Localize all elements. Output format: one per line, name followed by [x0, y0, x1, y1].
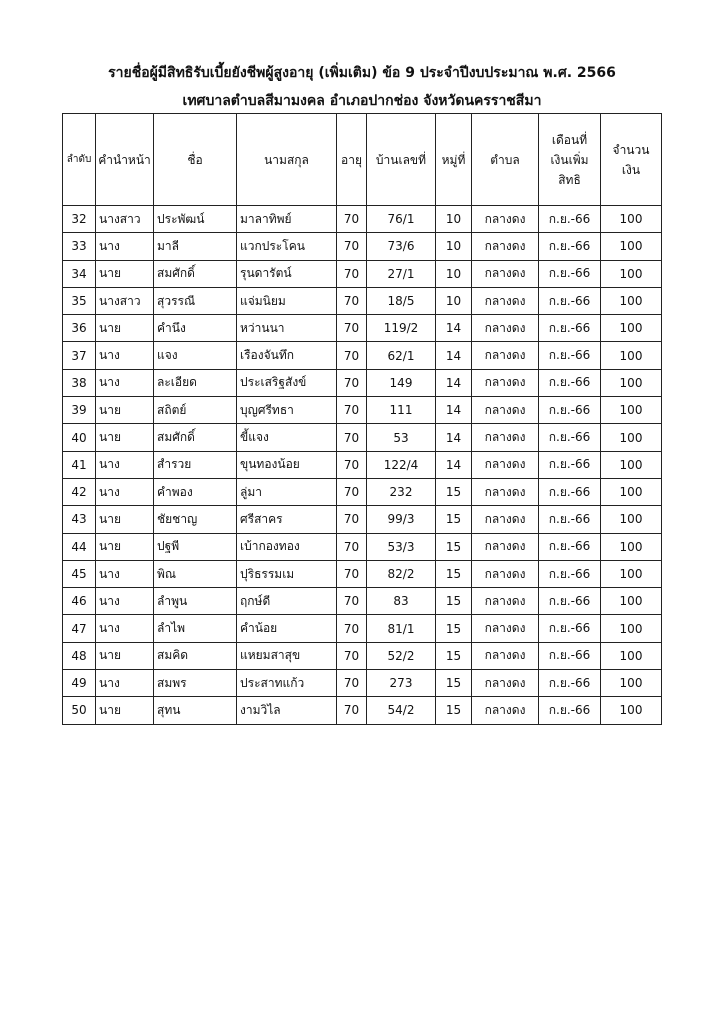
table-row: [63, 533, 662, 560]
cell-prefix: นาง: [96, 588, 154, 615]
cell-order: 46: [63, 588, 96, 615]
cell-month: ก.ย.-66: [539, 369, 601, 396]
cell-village: 10: [436, 206, 472, 233]
cell-amount: 100: [601, 588, 662, 615]
table-row: [63, 397, 662, 424]
cell-age: 70: [337, 315, 367, 342]
cell-first-name: ปฐพี: [154, 533, 237, 560]
cell-amount: 100: [601, 642, 662, 669]
cell-amount: 100: [601, 260, 662, 287]
header-month: [539, 114, 601, 206]
cell-prefix: นาง: [96, 233, 154, 260]
cell-last-name: คำน้อย: [237, 615, 337, 642]
cell-order: 33: [63, 233, 96, 260]
cell-last-name: แหยมสาสุข: [237, 642, 337, 669]
cell-house-no: 82/2: [367, 560, 436, 587]
cell-order: 42: [63, 478, 96, 505]
cell-order: 45: [63, 560, 96, 587]
cell-amount: 100: [601, 315, 662, 342]
table-row: [63, 478, 662, 505]
cell-village: 15: [436, 560, 472, 587]
cell-last-name: งามวิไล: [237, 697, 337, 724]
cell-amount: 100: [601, 451, 662, 478]
cell-age: 70: [337, 560, 367, 587]
header-order: ลำดับ: [63, 114, 96, 206]
header-amount: [601, 114, 662, 206]
cell-prefix: นางสาว: [96, 287, 154, 314]
cell-village: 15: [436, 670, 472, 697]
cell-prefix: นาง: [96, 369, 154, 396]
cell-amount: 100: [601, 233, 662, 260]
header-last-name: นามสกุล: [237, 114, 337, 206]
cell-month: ก.ย.-66: [539, 670, 601, 697]
cell-village: 15: [436, 533, 472, 560]
cell-age: 70: [337, 369, 367, 396]
cell-village: 15: [436, 588, 472, 615]
cell-prefix: นาง: [96, 560, 154, 587]
cell-order: 39: [63, 397, 96, 424]
cell-prefix: นาย: [96, 697, 154, 724]
cell-amount: 100: [601, 533, 662, 560]
document-title: รายชื่อผู้มีสิทธิรับเบี้ยยังชีพผู้สูงอายุ (เพิ่มเติม) ข้อ 9 ประจำปีงบประมาณ พ.ศ. 2566: [108, 65, 616, 81]
table-row: [63, 287, 662, 314]
cell-subdistrict: กลางดง: [472, 397, 539, 424]
document-subtitle: เทศบาลตำบลสีมามงคล อำเภอปากช่อง จังหวัดนครราชสีมา: [182, 93, 542, 109]
cell-first-name: สมศักดิ์: [154, 424, 237, 451]
cell-house-no: 83: [367, 588, 436, 615]
cell-village: 15: [436, 642, 472, 669]
cell-month: ก.ย.-66: [539, 424, 601, 451]
cell-month: ก.ย.-66: [539, 478, 601, 505]
beneficiary-table: [62, 113, 662, 725]
cell-subdistrict: กลางดง: [472, 315, 539, 342]
cell-village: 15: [436, 697, 472, 724]
cell-age: 70: [337, 397, 367, 424]
cell-last-name: ปุริธรรมเม: [237, 560, 337, 587]
cell-month: ก.ย.-66: [539, 206, 601, 233]
cell-order: 44: [63, 533, 96, 560]
table-row: [63, 315, 662, 342]
cell-month: ก.ย.-66: [539, 642, 601, 669]
cell-age: 70: [337, 670, 367, 697]
cell-first-name: สำรวย: [154, 451, 237, 478]
cell-village: 10: [436, 233, 472, 260]
cell-village: 14: [436, 397, 472, 424]
cell-house-no: 53: [367, 424, 436, 451]
cell-first-name: พิณ: [154, 560, 237, 587]
cell-month: ก.ย.-66: [539, 233, 601, 260]
cell-village: 14: [436, 315, 472, 342]
cell-subdistrict: กลางดง: [472, 560, 539, 587]
cell-house-no: 53/3: [367, 533, 436, 560]
cell-last-name: ลู่มา: [237, 478, 337, 505]
table-row: [63, 206, 662, 233]
cell-prefix: นาง: [96, 670, 154, 697]
header-village: หมู่ที่: [436, 114, 472, 206]
table-body: [63, 206, 662, 725]
cell-age: 70: [337, 697, 367, 724]
cell-last-name: มาลาทิพย์: [237, 206, 337, 233]
header-amount-line1: จำนวน: [612, 142, 650, 157]
cell-month: ก.ย.-66: [539, 260, 601, 287]
cell-prefix: นาง: [96, 478, 154, 505]
cell-prefix: นาย: [96, 424, 154, 451]
cell-order: 43: [63, 506, 96, 533]
cell-amount: 100: [601, 560, 662, 587]
cell-last-name: รุนดารัตน์: [237, 260, 337, 287]
cell-village: 15: [436, 478, 472, 505]
cell-subdistrict: กลางดง: [472, 233, 539, 260]
cell-amount: 100: [601, 670, 662, 697]
cell-amount: 100: [601, 478, 662, 505]
header-amount-line2: เงิน: [621, 162, 641, 177]
cell-house-no: 18/5: [367, 287, 436, 314]
cell-age: 70: [337, 588, 367, 615]
header-month-line1: เดือนที่: [551, 132, 588, 147]
cell-subdistrict: กลางดง: [472, 369, 539, 396]
table-row: [63, 642, 662, 669]
cell-prefix: นาย: [96, 315, 154, 342]
cell-first-name: สุทน: [154, 697, 237, 724]
cell-month: ก.ย.-66: [539, 533, 601, 560]
cell-house-no: 99/3: [367, 506, 436, 533]
cell-prefix: นางสาว: [96, 206, 154, 233]
cell-order: 47: [63, 615, 96, 642]
cell-subdistrict: กลางดง: [472, 533, 539, 560]
cell-house-no: 27/1: [367, 260, 436, 287]
cell-first-name: สมพร: [154, 670, 237, 697]
cell-first-name: ละเอียด: [154, 369, 237, 396]
cell-house-no: 76/1: [367, 206, 436, 233]
cell-amount: 100: [601, 424, 662, 451]
cell-house-no: 52/2: [367, 642, 436, 669]
cell-subdistrict: กลางดง: [472, 642, 539, 669]
cell-first-name: สมศักดิ์: [154, 260, 237, 287]
cell-house-no: 122/4: [367, 451, 436, 478]
cell-last-name: ฤกษ์ดี: [237, 588, 337, 615]
cell-month: ก.ย.-66: [539, 615, 601, 642]
cell-age: 70: [337, 615, 367, 642]
cell-month: ก.ย.-66: [539, 287, 601, 314]
cell-last-name: หว่านนา: [237, 315, 337, 342]
table-row: [63, 342, 662, 369]
header-age: อายุ: [337, 114, 367, 206]
cell-village: 14: [436, 451, 472, 478]
cell-month: ก.ย.-66: [539, 560, 601, 587]
cell-first-name: สถิตย์: [154, 397, 237, 424]
cell-order: 37: [63, 342, 96, 369]
header-first-name: ชื่อ: [154, 114, 237, 206]
cell-amount: 100: [601, 369, 662, 396]
cell-village: 10: [436, 287, 472, 314]
cell-order: 32: [63, 206, 96, 233]
cell-order: 50: [63, 697, 96, 724]
cell-prefix: นาง: [96, 451, 154, 478]
cell-age: 70: [337, 342, 367, 369]
cell-order: 35: [63, 287, 96, 314]
cell-subdistrict: กลางดง: [472, 206, 539, 233]
cell-first-name: คำพอง: [154, 478, 237, 505]
cell-first-name: คำนึง: [154, 315, 237, 342]
cell-village: 14: [436, 342, 472, 369]
cell-age: 70: [337, 287, 367, 314]
header-house-no: บ้านเลขที่: [367, 114, 436, 206]
cell-last-name: แจ่มนิยม: [237, 287, 337, 314]
cell-first-name: แจง: [154, 342, 237, 369]
cell-month: ก.ย.-66: [539, 397, 601, 424]
cell-amount: 100: [601, 697, 662, 724]
cell-house-no: 232: [367, 478, 436, 505]
header-month-line3: สิทธิ: [558, 172, 581, 187]
cell-house-no: 119/2: [367, 315, 436, 342]
cell-last-name: แวกประโคน: [237, 233, 337, 260]
table-row: [63, 670, 662, 697]
table-header-row: [63, 114, 662, 206]
cell-subdistrict: กลางดง: [472, 342, 539, 369]
table-row: [63, 560, 662, 587]
cell-age: 70: [337, 533, 367, 560]
cell-subdistrict: กลางดง: [472, 588, 539, 615]
cell-age: 70: [337, 451, 367, 478]
cell-month: ก.ย.-66: [539, 506, 601, 533]
cell-subdistrict: กลางดง: [472, 424, 539, 451]
cell-first-name: ชัยชาญ: [154, 506, 237, 533]
cell-month: ก.ย.-66: [539, 451, 601, 478]
cell-subdistrict: กลางดง: [472, 670, 539, 697]
cell-village: 14: [436, 424, 472, 451]
cell-order: 48: [63, 642, 96, 669]
table-row: [63, 451, 662, 478]
cell-last-name: ประเสริฐสังข์: [237, 369, 337, 396]
cell-prefix: นาย: [96, 397, 154, 424]
cell-month: ก.ย.-66: [539, 315, 601, 342]
cell-amount: 100: [601, 287, 662, 314]
cell-house-no: 111: [367, 397, 436, 424]
cell-month: ก.ย.-66: [539, 342, 601, 369]
cell-first-name: สมคิด: [154, 642, 237, 669]
cell-amount: 100: [601, 206, 662, 233]
cell-village: 14: [436, 369, 472, 396]
cell-last-name: ขุนทองน้อย: [237, 451, 337, 478]
cell-prefix: นาง: [96, 615, 154, 642]
cell-prefix: นาย: [96, 533, 154, 560]
cell-month: ก.ย.-66: [539, 588, 601, 615]
cell-house-no: 81/1: [367, 615, 436, 642]
cell-subdistrict: กลางดง: [472, 478, 539, 505]
cell-amount: 100: [601, 615, 662, 642]
table-row: [63, 588, 662, 615]
cell-first-name: สุวรรณี: [154, 287, 237, 314]
cell-age: 70: [337, 642, 367, 669]
header-prefix: คำนำหน้า: [96, 114, 154, 206]
cell-first-name: ลำไพ: [154, 615, 237, 642]
cell-order: 38: [63, 369, 96, 396]
cell-house-no: 149: [367, 369, 436, 396]
cell-prefix: นาย: [96, 260, 154, 287]
cell-age: 70: [337, 424, 367, 451]
cell-house-no: 54/2: [367, 697, 436, 724]
cell-order: 34: [63, 260, 96, 287]
table-row: [63, 233, 662, 260]
cell-month: ก.ย.-66: [539, 697, 601, 724]
table-row: [63, 615, 662, 642]
cell-last-name: เรืองจันทึก: [237, 342, 337, 369]
cell-last-name: ประสาทแก้ว: [237, 670, 337, 697]
cell-order: 36: [63, 315, 96, 342]
cell-house-no: 73/6: [367, 233, 436, 260]
cell-prefix: นาย: [96, 506, 154, 533]
cell-prefix: นาง: [96, 342, 154, 369]
cell-house-no: 62/1: [367, 342, 436, 369]
cell-amount: 100: [601, 342, 662, 369]
cell-age: 70: [337, 260, 367, 287]
cell-subdistrict: กลางดง: [472, 287, 539, 314]
cell-age: 70: [337, 478, 367, 505]
cell-first-name: มาลี: [154, 233, 237, 260]
table-row: [63, 424, 662, 451]
cell-order: 49: [63, 670, 96, 697]
cell-last-name: เบ้ากองทอง: [237, 533, 337, 560]
cell-village: 15: [436, 506, 472, 533]
cell-order: 40: [63, 424, 96, 451]
cell-age: 70: [337, 206, 367, 233]
cell-first-name: ลำพูน: [154, 588, 237, 615]
table-row: [63, 506, 662, 533]
cell-first-name: ประพัฒน์: [154, 206, 237, 233]
cell-village: 10: [436, 260, 472, 287]
cell-prefix: นาย: [96, 642, 154, 669]
cell-order: 41: [63, 451, 96, 478]
cell-age: 70: [337, 506, 367, 533]
cell-age: 70: [337, 233, 367, 260]
cell-subdistrict: กลางดง: [472, 615, 539, 642]
cell-last-name: บุญศรีทธา: [237, 397, 337, 424]
table-row: [63, 260, 662, 287]
table-row: [63, 697, 662, 724]
cell-subdistrict: กลางดง: [472, 260, 539, 287]
cell-subdistrict: กลางดง: [472, 451, 539, 478]
cell-village: 15: [436, 615, 472, 642]
header-month-line2: เงินเพิ่ม: [550, 152, 589, 167]
table-row: [63, 369, 662, 396]
cell-amount: 100: [601, 506, 662, 533]
cell-last-name: ขี้แจง: [237, 424, 337, 451]
cell-subdistrict: กลางดง: [472, 506, 539, 533]
cell-house-no: 273: [367, 670, 436, 697]
cell-amount: 100: [601, 397, 662, 424]
header-subdistrict: ตำบล: [472, 114, 539, 206]
cell-subdistrict: กลางดง: [472, 697, 539, 724]
cell-last-name: ศรีสาคร: [237, 506, 337, 533]
